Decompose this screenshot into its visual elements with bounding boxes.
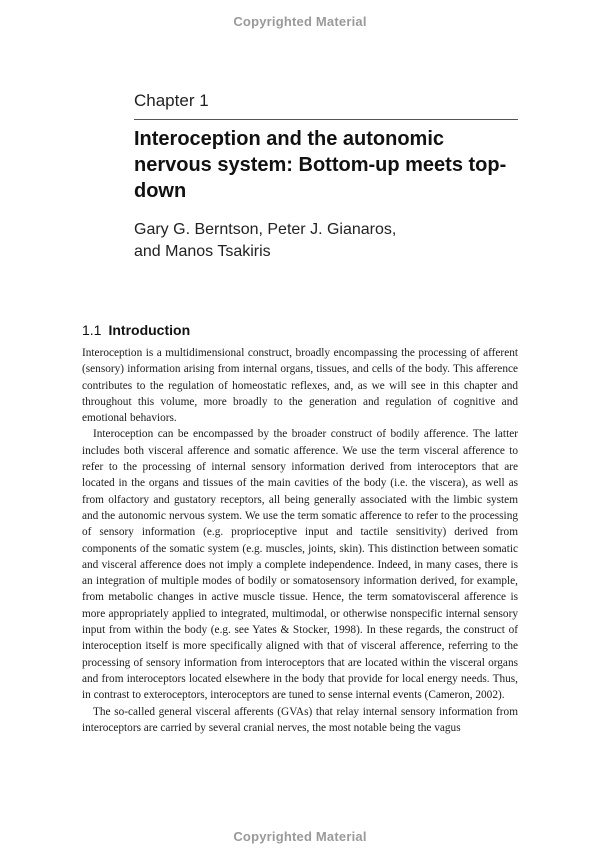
chapter-authors (134, 219, 524, 263)
chapter-label: Chapter 1 (134, 91, 209, 110)
paragraph-1: Interoception is a multidimensional construct, broadly encompassing the processing of afferent (sensory) information arising from internal organs, tissues, and cells of the body. This afference contributes to the regulation of homeostatic reflexes, and, as we will see in this chapter and throughout this volume, more broadly to the generation and regulation of cognitive and emotional behaviors. (82, 347, 518, 425)
body-text (82, 345, 518, 736)
paragraph-3: The so-called general visceral afferents (GVAs) that relay internal sensory information from interoceptors are carried by several cranial nerves, the most notable being the vagus (82, 705, 518, 734)
copyright-watermark-bottom: Copyrighted Material (233, 829, 367, 844)
authors-line-2: and Manos Tsakiris (134, 243, 271, 260)
section-heading (82, 322, 190, 338)
chapter-rule (134, 119, 518, 120)
chapter-title: Interoception and the autonomic nervous system: Bottom-up meets top-down (134, 128, 507, 202)
section-number: 1.1 (82, 322, 102, 338)
copyright-watermark-top: Copyrighted Material (233, 14, 367, 29)
section-title: Introduction (108, 322, 191, 338)
paragraph-2: Interoception can be encompassed by the broader construct of bodily afference. The latter includes both visceral afference and somatic afference. We use the term visceral afference to refer to the processing of internal sensory information derived from interoceptors that are located in the organs and tissues of the main cavities of the body (i.e. the viscera), as well as from olfactory and gustatory receptors, all being generally associated with the limbic system and the autonomic nervous system. We use the term somatic afference to refer to the processing of sensory information (e.g. proprioceptive input and tactile sensitivity) derived from components of the somatic system (e.g. muscles, joints, skin). This distinction between somatic and visceral afference does not imply a complete independence. Indeed, in many cases, there is an integration of multiple modes of bodily or somatosensory information derived, for example, from metabolic changes in active muscle tissue. Hence, the term somatovisceral afference is more appropriately applied to integrated, multimodal, or otherwise nonspecific internal sensory input from within the body (e.g. see Yates & Stocker, 1998). In these regards, the construct of interoception itself is more specifically aligned with that of visceral afference, referring to the processing of sensory information from interoceptors that are located within the visceral organs and from interoceptors located elsewhere in the body that provide for local energy needs. Thus, in contrast to exteroceptors, interoceptors are tuned to sense internal events (Cameron, 2002). (82, 428, 518, 702)
authors-line-1: Gary G. Berntson, Peter J. Gianaros, (134, 221, 397, 238)
